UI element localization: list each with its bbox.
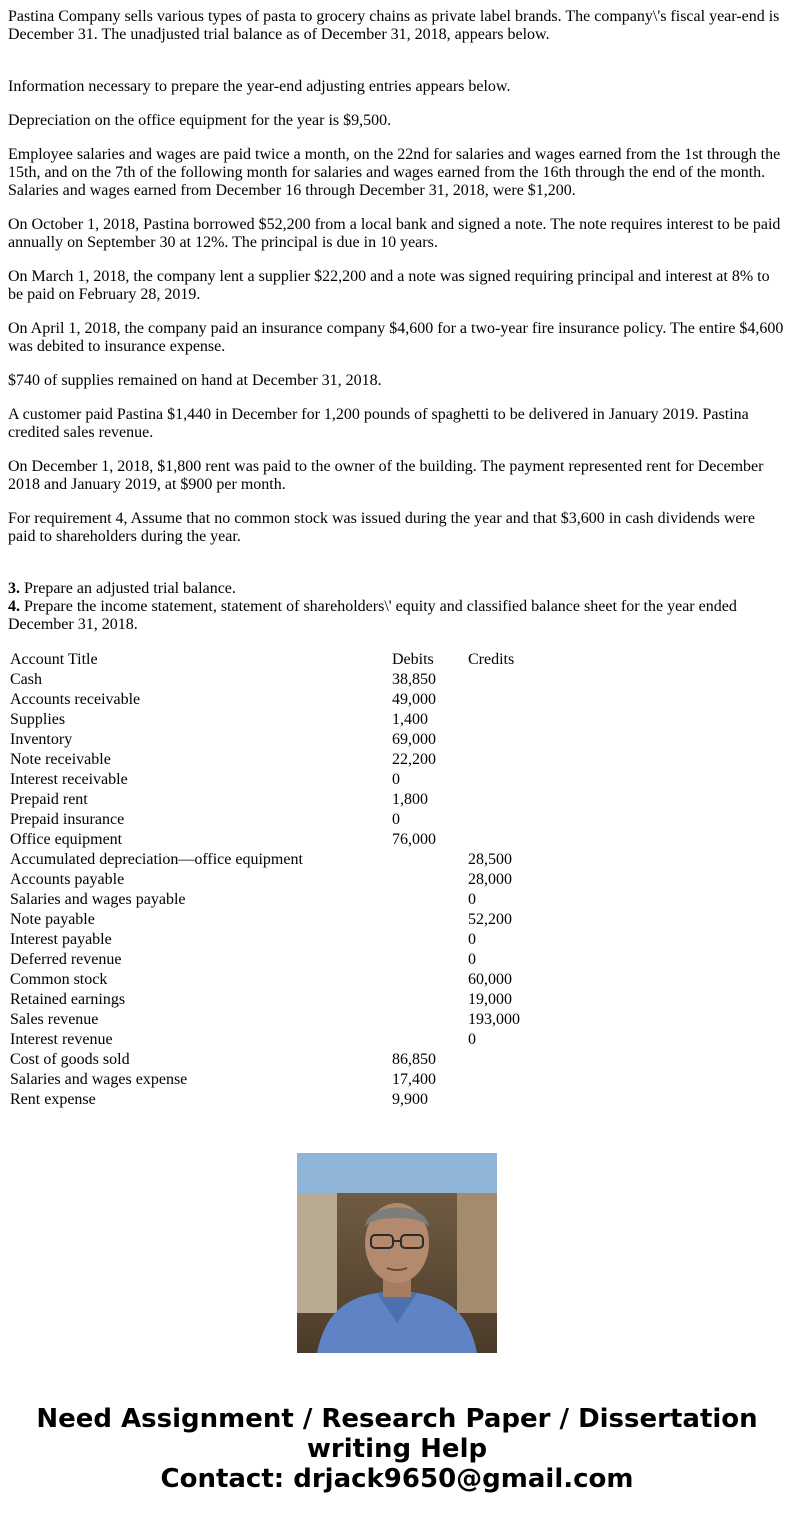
table-row [10,850,548,870]
account-title-cell: Cost of goods sold [10,1051,130,1068]
account-title-cell: Prepaid insurance [10,811,125,828]
account-title-cell: Note receivable [10,751,111,768]
account-title-cell: Office equipment [10,831,123,848]
credit-cell: 52,200 [468,911,512,928]
column-header-debits: Debits [392,651,434,668]
trial-balance-table [10,650,548,1110]
column-header-credits: Credits [468,651,515,668]
account-title-cell: Common stock [10,971,108,988]
debit-cell [392,910,468,930]
trial-balance-container [10,650,786,1108]
requirement4-note-paragraph: For requirement 4, Assume that no common stock was issued during the year and that $3,600 in cash dividends were paid to shareholders during the year. [8,510,755,545]
account-title-cell: Cash [10,671,42,688]
table-row [10,890,548,910]
spacer [8,562,786,580]
account-title-cell: Rent expense [10,1091,96,1108]
credit-cell: 193,000 [468,1011,520,1028]
table-row [10,730,548,750]
account-title-cell: Salaries and wages expense [10,1071,188,1088]
credit-cell [468,770,548,790]
requirement-number: 4. [8,598,20,615]
credit-cell [468,1070,548,1090]
promo-line-1: Need Assignment / Research Paper / Dissertation writing Help [36,1404,758,1464]
debit-cell: 0 [392,811,400,828]
table-row [10,670,548,690]
debit-cell [392,890,468,910]
insurance-paragraph: On April 1, 2018, the company paid an insurance company $4,600 for a two-year fire insurance policy. The entire $4,600 was debited to insurance expense. [8,320,784,355]
account-title-cell: Interest receivable [10,771,128,788]
requirement-item [8,580,786,598]
debit-cell: 38,850 [392,671,436,688]
promo-banner [0,1404,794,1494]
account-title-cell: Interest payable [10,931,112,948]
table-row [10,870,548,890]
credit-cell [468,830,548,850]
debit-cell: 0 [392,771,400,788]
debit-cell [392,950,468,970]
credit-cell [468,730,548,750]
account-title-cell: Inventory [10,731,73,748]
credit-cell [468,670,548,690]
debit-cell: 69,000 [392,731,436,748]
requirements-list [8,580,786,634]
depreciation-paragraph: Depreciation on the office equipment for the year is $9,500. [8,112,392,129]
table-row [10,1050,548,1070]
debit-cell: 1,400 [392,711,428,728]
note-receivable-paragraph: On March 1, 2018, the company lent a supplier $22,200 and a note was signed requiring principal and interest at 8% to be paid on February 28, 2019. [8,268,770,303]
credit-cell: 60,000 [468,971,512,988]
credit-cell [468,710,548,730]
requirement-number: 3. [8,580,20,597]
note-payable-paragraph: On October 1, 2018, Pastina borrowed $52,200 from a local bank and signed a note. The note requires interest to be paid annually on September 30 at 12%. The principal is due in 10 years. [8,216,781,251]
account-title-cell: Salaries and wages payable [10,891,186,908]
debit-cell: 17,400 [392,1071,436,1088]
table-row [10,930,548,950]
table-header-row [10,650,548,670]
intro-paragraph: Pastina Company sells various types of pasta to grocery chains as private label brands. The company\'s fiscal year-end is December 31. The unadjusted trial balance as of December 31, 2018, appears below. [8,8,780,43]
table-row [10,750,548,770]
column-header-account-title: Account Title [10,651,98,668]
credit-cell: 0 [468,1031,476,1048]
table-row [10,1010,548,1030]
table-row [10,970,548,990]
debit-cell: 9,900 [392,1091,428,1108]
table-row [10,690,548,710]
table-row [10,810,548,830]
salaries-paragraph: Employee salaries and wages are paid twice a month, on the 22nd for salaries and wages earned from the 1st through the 15th, and on the 7th of the following month for salaries and wages earned from the 16th through the end of the month. Salaries and wages earned from December 16 through December 31, 2018, were $1,200. [8,146,781,199]
debit-cell: 76,000 [392,831,436,848]
table-row [10,790,548,810]
credit-cell [468,750,548,770]
account-title-cell: Prepaid rent [10,791,88,808]
credit-cell: 28,000 [468,871,512,888]
credit-cell [468,690,548,710]
debit-cell [392,850,468,870]
debit-cell [392,1030,468,1050]
info-heading: Information necessary to prepare the year-end adjusting entries appears below. [8,78,511,95]
requirement-item [8,598,786,634]
spacer [8,60,786,78]
credit-cell: 0 [468,951,476,968]
table-row [10,1070,548,1090]
customer-paragraph: A customer paid Pastina $1,440 in December for 1,200 pounds of spaghetti to be delivered in January 2019. Pastina credited sales revenue. [8,406,749,441]
account-title-cell: Deferred revenue [10,951,122,968]
credit-cell [468,1050,548,1070]
debit-cell: 22,200 [392,751,436,768]
account-title-cell: Accumulated depreciation—office equipment [10,851,303,868]
debit-cell [392,930,468,950]
account-title-cell: Accounts receivable [10,691,141,708]
table-row [10,710,548,730]
account-title-cell: Interest revenue [10,1031,113,1048]
rent-paragraph: On December 1, 2018, $1,800 rent was paid to the owner of the building. The payment represented rent for December 2018 and January 2019, at $900 per month. [8,458,764,493]
account-title-cell: Retained earnings [10,991,126,1008]
table-row [10,770,548,790]
debit-cell [392,990,468,1010]
account-title-cell: Sales revenue [10,1011,99,1028]
debit-cell [392,870,468,890]
avatar-portrait [297,1153,497,1353]
table-row [10,990,548,1010]
table-row [10,910,548,930]
table-row [10,950,548,970]
credit-cell [468,810,548,830]
requirement-text: Prepare the income statement, statement of shareholders\' equity and classified balance sheet for the year ended December 31, 2018. [8,598,737,633]
credit-cell: 0 [468,891,476,908]
credit-cell: 0 [468,931,476,948]
debit-cell: 49,000 [392,691,436,708]
credit-cell [468,1090,548,1110]
table-row [10,1030,548,1050]
author-avatar [297,1153,497,1353]
document-body [8,8,786,1108]
account-title-cell: Accounts payable [10,871,125,888]
credit-cell: 19,000 [468,991,512,1008]
promo-contact: Contact: drjack9650@gmail.com [160,1464,634,1494]
account-title-cell: Note payable [10,911,95,928]
account-title-cell: Supplies [10,711,66,728]
debit-cell [392,1010,468,1030]
credit-cell [468,790,548,810]
supplies-paragraph: $740 of supplies remained on hand at December 31, 2018. [8,372,382,389]
table-row [10,830,548,850]
credit-cell: 28,500 [468,851,512,868]
debit-cell: 1,800 [392,791,428,808]
requirement-text: Prepare an adjusted trial balance. [20,580,236,597]
debit-cell: 86,850 [392,1051,436,1068]
debit-cell [392,970,468,990]
table-row [10,1090,548,1110]
